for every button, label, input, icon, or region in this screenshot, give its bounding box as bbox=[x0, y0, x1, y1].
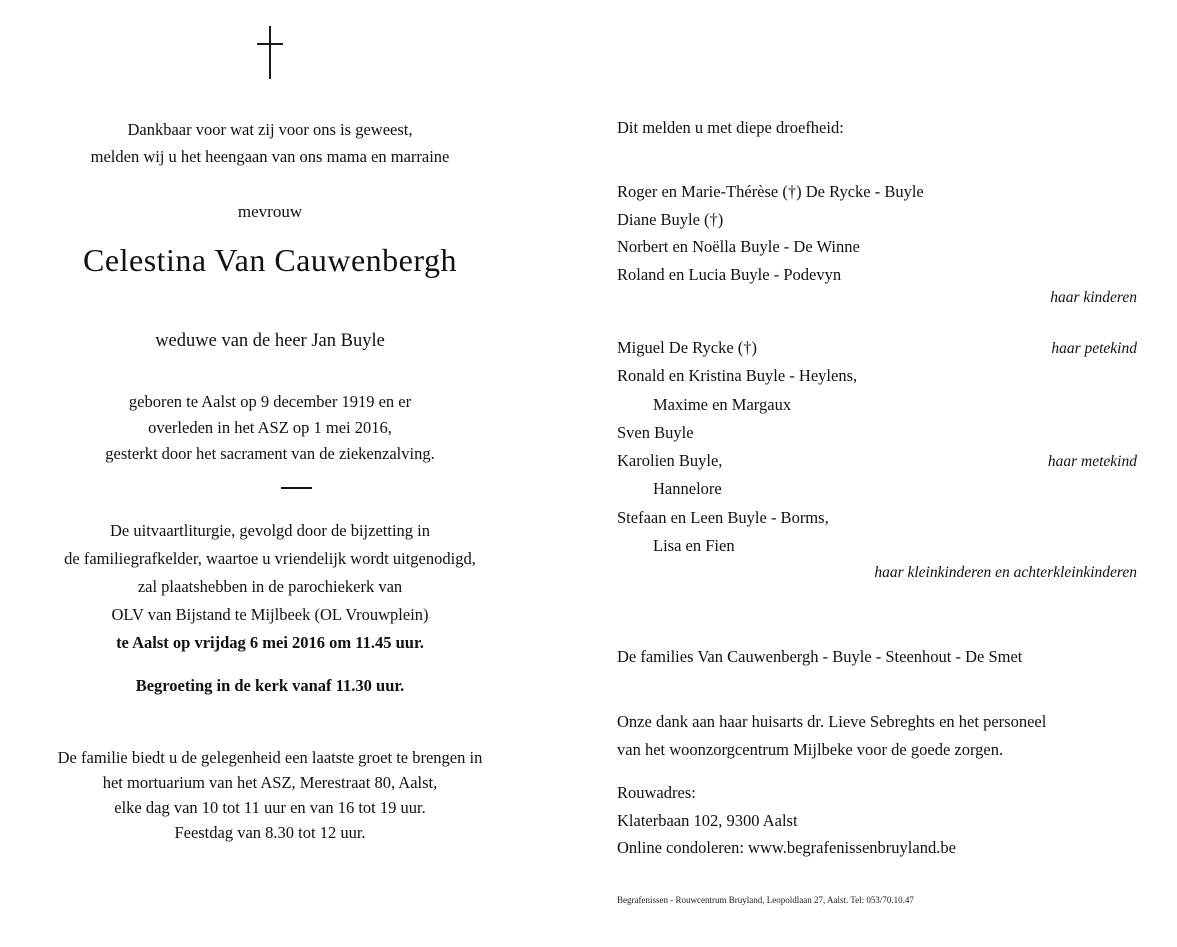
grandchild-name: Sven Buyle bbox=[617, 422, 694, 442]
grandchild-name: Miguel De Rycke (†) bbox=[617, 338, 758, 357]
thanks-line-2: van het woonzorgcentrum Mijlbeke voor de goede zorgen. bbox=[617, 739, 1004, 759]
service-line-4: OLV van Bijstand te Mijlbeek (OL Vrouwplein) bbox=[111, 605, 429, 624]
cross-vertical-bar bbox=[269, 26, 271, 79]
funeral-home-footer: Begrafenissen - Rouwcentrum Bruyland, Leopoldlaan 27, Aalst. Tel: 053/70.10.47 bbox=[617, 895, 914, 905]
latin-cross-icon bbox=[242, 26, 298, 82]
service-line-1: De uitvaartliturgie, gevolgd door de bijzetting in bbox=[110, 521, 430, 540]
intro-line-1: Dankbaar voor wat zij voor ons is geweest, bbox=[127, 120, 413, 139]
grandchild-name: Ronald en Kristina Buyle - Heylens, bbox=[617, 366, 858, 386]
service-line-3: zal plaatshebben in de parochiekerk van bbox=[137, 577, 403, 596]
families-line: De families Van Cauwenbergh - Buyle - Steenhout - De Smet bbox=[617, 647, 1023, 666]
grandchild-row bbox=[617, 338, 1137, 366]
great-grandchild-name: Maxime en Margaux bbox=[653, 394, 792, 414]
online-condolence-line: Online condoleren: www.begrafenissenbruyland.be bbox=[617, 838, 956, 857]
children-relation-label: haar kinderen bbox=[1050, 289, 1137, 306]
section-divider bbox=[281, 487, 312, 489]
mourning-address-label: Rouwadres: bbox=[617, 783, 696, 802]
grandchild-row bbox=[617, 479, 1137, 507]
mourning-address-block bbox=[617, 779, 1137, 862]
metekind-label: haar metekind bbox=[1047, 453, 1137, 471]
grandchild-row bbox=[617, 451, 1137, 479]
great-grandchild-name: Lisa en Fien bbox=[653, 536, 735, 556]
thanks-text bbox=[617, 708, 1137, 763]
died-line: overleden in het ASZ op 1 mei 2016, bbox=[148, 418, 392, 437]
children-list bbox=[617, 178, 1137, 288]
child-line-1: Roger en Marie-Thérèse (†) De Rycke - Buyle bbox=[617, 182, 924, 201]
grandchild-row bbox=[617, 423, 1137, 451]
child-line-3: Norbert en Noëlla Buyle - De Winne bbox=[617, 237, 860, 256]
thanks-line-1: Onze dank aan haar huisarts dr. Lieve Sebreghts en het personeel bbox=[617, 712, 1047, 731]
mortuary-text bbox=[30, 745, 510, 845]
church-greeting-line: Begroeting in de kerk vanaf 11.30 uur. bbox=[135, 676, 405, 695]
grandchild-row bbox=[617, 536, 1137, 564]
sacrament-line: gesterkt door het sacrament van de ziekenzalving. bbox=[105, 444, 435, 463]
mortuary-line-4: Feestdag van 8.30 tot 12 uur. bbox=[174, 823, 366, 842]
grandchild-row bbox=[617, 508, 1137, 536]
mortuary-line-3: elke dag van 10 tot 11 uur en van 16 tot 19 uur. bbox=[114, 798, 426, 817]
grandchild-name: Stefaan en Leen Buyle - Borms, bbox=[617, 507, 829, 527]
grandchild-row bbox=[617, 395, 1137, 423]
service-datetime: te Aalst op vrijdag 6 mei 2016 om 11.45 uur. bbox=[116, 633, 424, 652]
great-grandchild-name: Hannelore bbox=[653, 479, 722, 499]
announcement-heading: Dit melden u met diepe droefheid: bbox=[617, 118, 844, 137]
mourning-address: Klaterbaan 102, 9300 Aalst bbox=[617, 810, 798, 830]
funeral-service-text bbox=[30, 517, 510, 657]
born-line: geboren te Aalst op 9 december 1919 en er bbox=[128, 392, 412, 411]
child-line-4: Roland en Lucia Buyle - Podevyn bbox=[617, 264, 842, 284]
mortuary-line-2: het mortuarium van het ASZ, Merestraat 80, Aalst, bbox=[102, 773, 438, 792]
salutation: mevrouw bbox=[237, 202, 303, 221]
service-line-2: de familiegrafkelder, waartoe u vriendelijk wordt uitgenodigd, bbox=[64, 549, 476, 568]
grandchildren-list bbox=[617, 338, 1137, 564]
widow-of-line: weduwe van de heer Jan Buyle bbox=[155, 331, 385, 351]
grandchildren-relation-label: haar kleinkinderen en achterkleinkinderen bbox=[874, 564, 1137, 581]
deceased-name: Celestina Van Cauwenbergh bbox=[83, 242, 457, 278]
grandchild-row bbox=[617, 366, 1137, 394]
cross-horizontal-bar bbox=[257, 43, 283, 45]
grandchild-name: Karolien Buyle, bbox=[617, 451, 723, 471]
life-dates bbox=[30, 389, 510, 467]
child-line-2: Diane Buyle (†) bbox=[617, 209, 724, 229]
intro-line-2: melden wij u het heengaan van ons mama en marraine bbox=[90, 147, 450, 166]
intro-text bbox=[30, 116, 510, 170]
petekind-label: haar petekind bbox=[1051, 340, 1137, 357]
mortuary-line-1: De familie biedt u de gelegenheid een laatste groet te brengen in bbox=[57, 748, 483, 767]
